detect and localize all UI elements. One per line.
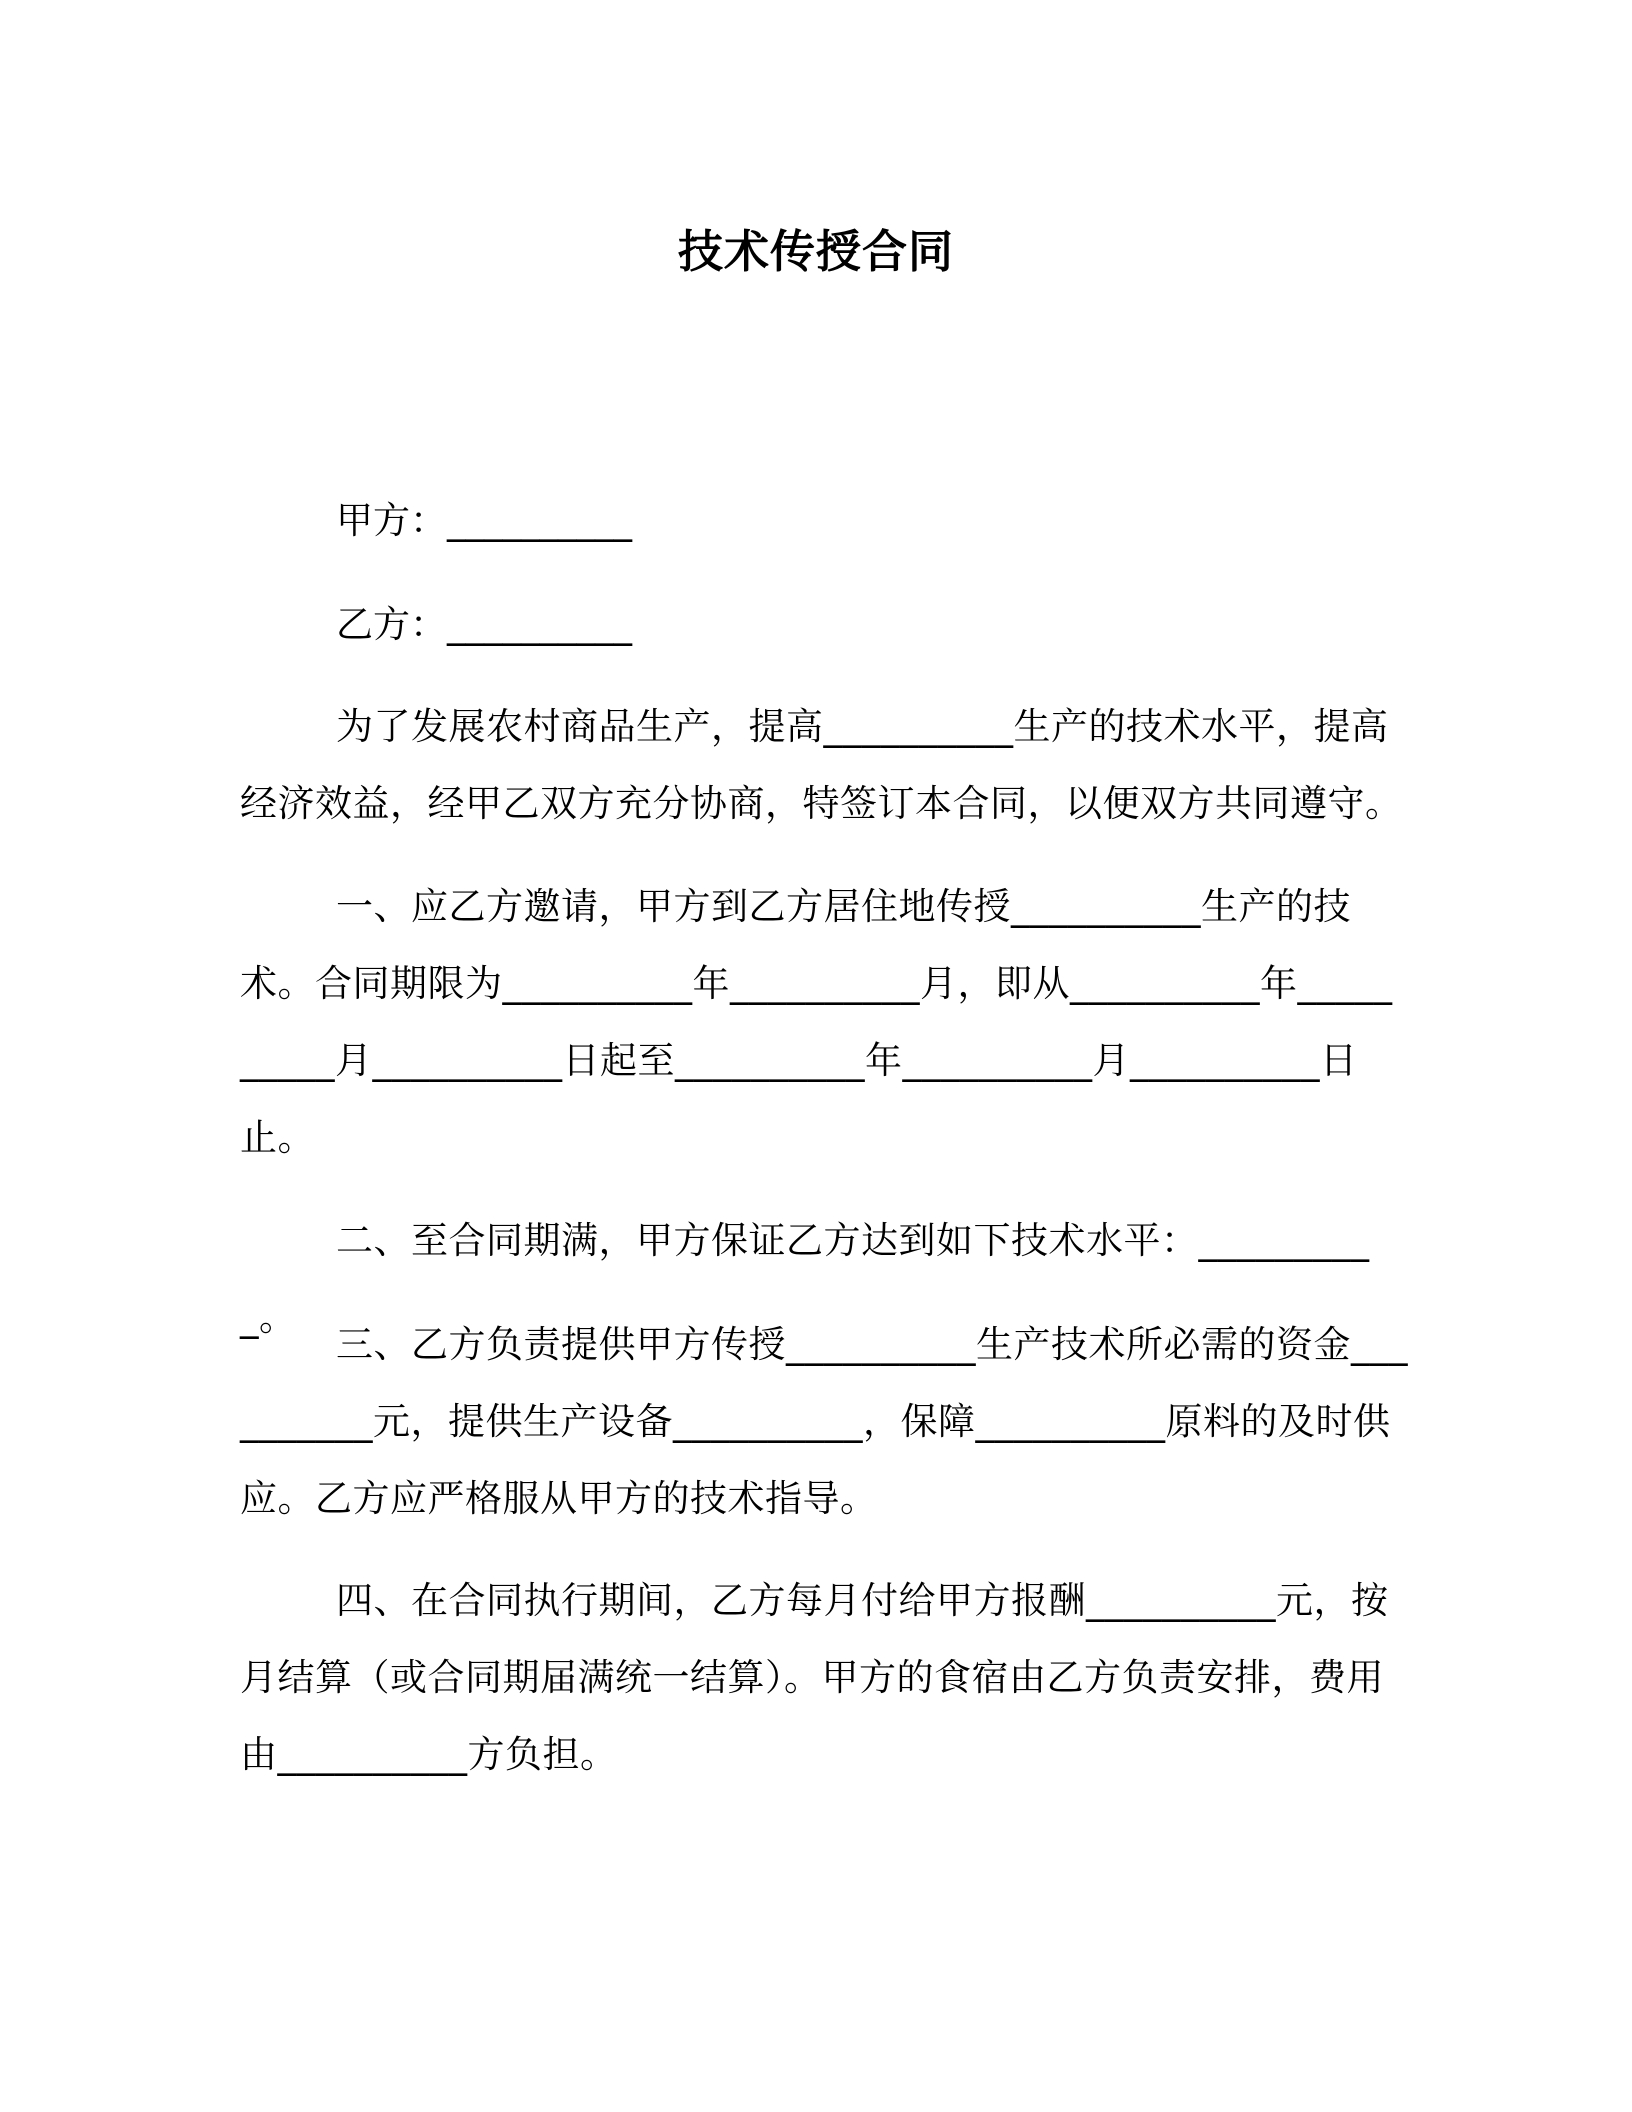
- party-a-line: 甲方：__________: [336, 499, 632, 542]
- preamble-paragraph: 为了发展农村商品生产，提高__________生产的技术水平，提高经济效益，经甲乙双方充分协商，特签订本合同，以便双方共同遵守。: [240, 705, 1403, 825]
- preamble-block: [240, 688, 1410, 842]
- clause-paragraph-3: 三、乙方负责提供甲方传授__________生产技术所必需的资金__________元，提供生产设备__________，保障__________原料的及时供应。乙方应严格服从甲方的技术指导。: [240, 1323, 1408, 1520]
- clause-paragraph-2: 二、至合同期满，甲方保证乙方达到如下技术水平：__________。: [240, 1219, 1370, 1339]
- clause-3-block: [240, 1306, 1410, 1537]
- clause-1-block: [240, 868, 1410, 1176]
- clause-paragraph-1: 一、应乙方邀请，甲方到乙方居住地传授__________生产的技术。合同期限为__________年__________月，即从__________年__________月__________日起至__________年__________月__________日止。: [240, 885, 1393, 1159]
- clause-4-block: [240, 1562, 1410, 1793]
- clause-paragraph-4: 四、在合同执行期间，乙方每月付给甲方报酬__________元，按月结算（或合同期届满统一结算）。甲方的食宿由乙方负责安排，费用由__________方负担。: [240, 1579, 1389, 1776]
- document-title: 技术传授合同: [677, 225, 954, 278]
- party-b-line: 乙方：__________: [336, 603, 632, 646]
